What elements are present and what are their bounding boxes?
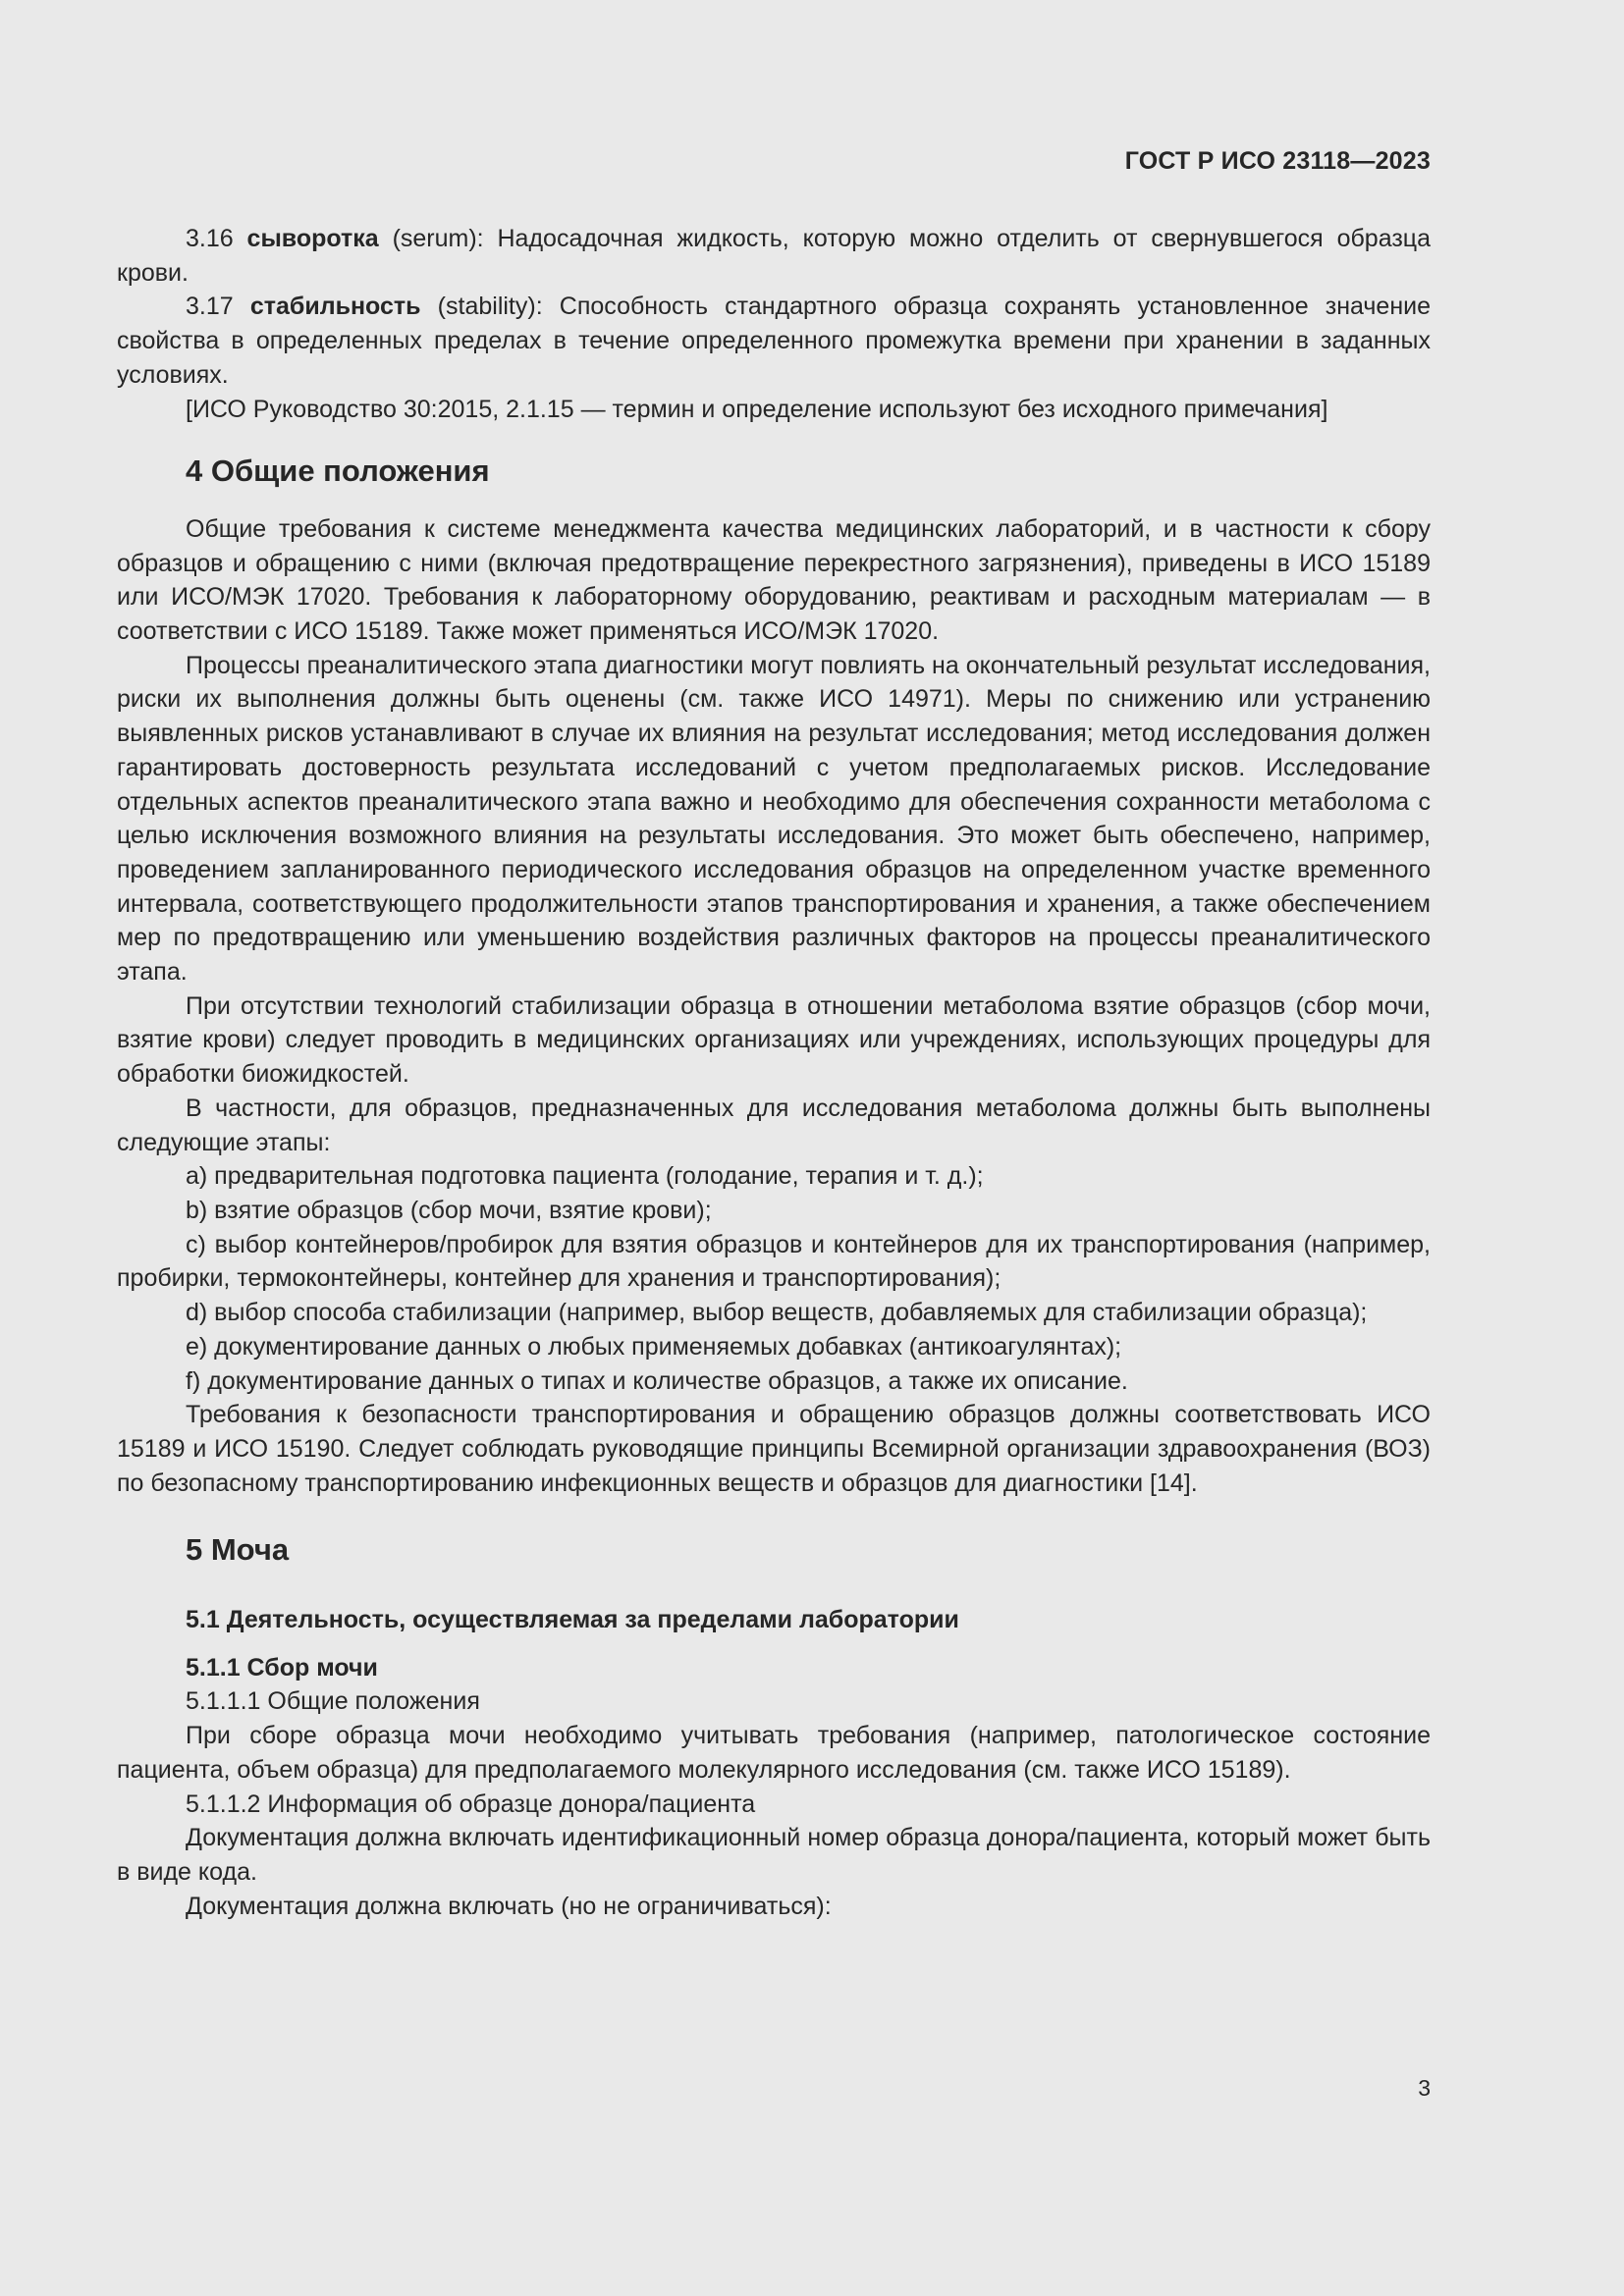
list-item-a: a) предварительная подготовка пациента (голодание, терапия и т. д.); [186, 1162, 984, 1191]
subsection-5-1-1-2-text-1: Документация должна включать идентификационный номер образца донора/пациента, который может быть в виде кода. [117, 1824, 1431, 1886]
term-definition: (serum): Надосадочная жидкость, которую можно отделить от свернувшегося образца крови. [117, 225, 1431, 287]
section-4-paragraph-2: Процессы преаналитического этапа диагностики могут повлиять на окончательный результат исследования, риски их выполнения должны быть оценены (см. также ИСО 14971). Меры по снижению или устранению выявленных рисков устанавливают в случае их влияния на результат исследования; метод исследования должен гарантировать достоверность результата исследований с учетом предполагаемых рисков. Исследование отдельных аспектов преаналитического этапа важно и необходимо для обеспечения сохранности метаболома с целью исключения возможного влияния на результаты исследования. Это может быть обеспечено, например, проведением запланированного периодического исследования образцов на определенном участке временного интервала, соответствующего продолжительности этапов транспортирования и хранения, а также обеспечением мер по предотвращению или уменьшению воздействия различных факторов на процессы преаналитического этапа. [117, 651, 1431, 987]
term-number: 3.16 [186, 225, 234, 252]
subsection-5-1-1-heading: 5.1.1 Сбор мочи [186, 1653, 378, 1682]
subsection-5-1-1-1-heading: 5.1.1.1 Общие положения [186, 1687, 480, 1716]
list-item-f: f) документирование данных о типах и количестве образцов, а также их описание. [186, 1366, 1128, 1395]
term-3-16 [117, 222, 1431, 290]
document-page [117, 0, 1431, 2296]
section-4-paragraph-3: При отсутствии технологий стабилизации образца в отношении метаболома взятие образцов (сбор мочи, взятие крови) следует проводить в медицинских организациях или учреждениях, использующих процедуры для обработки биожидкостей. [117, 991, 1431, 1089]
term-definition: (stability): Способность стандартного образца сохранять установленное значение свойства в определенных пределах в течение определенного промежутка времени при хранении в заданных условиях. [117, 293, 1431, 389]
subsection-5-1-1-1-text: При сборе образца мочи необходимо учитывать требования (например, патологическое состояние пациента, объем образца) для предполагаемого молекулярного исследования (см. также ИСО 15189). [117, 1722, 1431, 1784]
section-4-paragraph-5: Требования к безопасности транспортирования и обращению образцов должны соответствовать ИСО 15189 и ИСО 15190. Следует соблюдать руководящие принципы Всемирной организации здравоохранения (ВОЗ) по безопасному транспортированию инфекционных веществ и образцов для диагностики [14]. [117, 1401, 1431, 1497]
subsection-5-1-heading: 5.1 Деятельность, осуществляемая за пределами лаборатории [186, 1606, 959, 1634]
list-item-e: e) документирование данных о любых применяемых добавках (антикоагулянтах); [186, 1332, 1122, 1361]
term-name: стабильность [249, 293, 421, 321]
subsection-5-1-1-2-text-2: Документация должна включать (но не ограничиваться): [186, 1892, 832, 1920]
term-3-17 [117, 290, 1431, 392]
list-item-d: d) выбор способа стабилизации (например, выбор веществ, добавляемых для стабилизации образца); [186, 1299, 1368, 1327]
term-number: 3.17 [186, 293, 234, 321]
section-4-paragraph-4: В частности, для образцов, предназначенных для исследования метаболома должны быть выполнены следующие этапы: [117, 1094, 1431, 1156]
section-5-heading: 5 Моча [186, 1532, 290, 1568]
subsection-5-1-1-2-heading: 5.1.1.2 Информация об образце донора/пациента [186, 1789, 756, 1818]
term-3-17-source-note: [ИСО Руководство 30:2015, 2.1.15 — термин и определение используют без исходного примечания] [186, 395, 1328, 423]
list-item-b: b) взятие образцов (сбор мочи, взятие крови); [186, 1196, 712, 1224]
document-body [117, 222, 1431, 1923]
section-4-paragraph-1: Общие требования к системе менеджмента качества медицинских лабораторий, и в частности к сбору образцов и обращению с ними (включая предотвращение перекрестного загрязнения), приведены в ИСО 15189 или ИСО/МЭК 17020. Требования к лабораторному оборудованию, реактивам и расходным материалам — в соответствии с ИСО 15189. Также может применяться ИСО/МЭК 17020. [117, 514, 1431, 646]
document-code-header: ГОСТ Р ИСО 23118—2023 [1124, 147, 1431, 175]
term-name: сыворотка [246, 225, 379, 252]
page-number: 3 [1418, 2075, 1431, 2101]
section-4-heading: 4 Общие положения [186, 454, 490, 489]
list-item-c: c) выбор контейнеров/пробирок для взятия образцов и контейнеров для их транспортирования (например, пробирки, термоконтейнеры, контейнер для хранения и транспортирования); [117, 1230, 1431, 1293]
